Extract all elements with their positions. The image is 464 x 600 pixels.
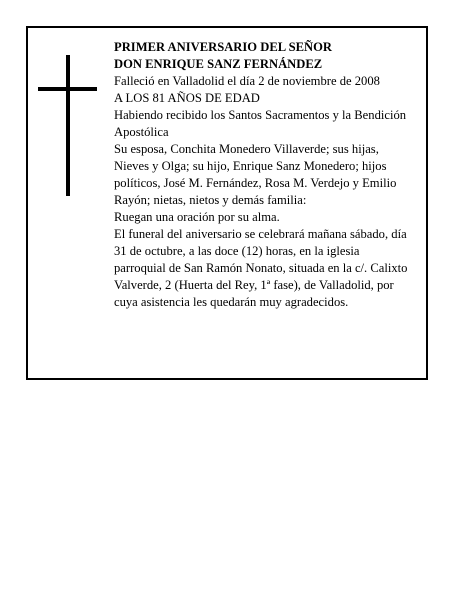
notice-title-line-1: PRIMER ANIVERSARIO DEL SEÑOR [114, 40, 332, 54]
cross-horizontal-bar [38, 87, 97, 91]
funeral-paragraph: El funeral del aniversario se celebrará mañana sábado, día 31 de octubre, a las doce (12) horas, en la iglesia parroquial de San Ramón Nonato, situada en la c/. Calixto Valverde, 2 (Huerta del Rey, 1ª fase), de Valladolid, por cuya asistencia les quedarán muy agradecidos. [114, 227, 408, 309]
family-paragraph: Su esposa, Conchita Monedero Villaverde; sus hijas, Nieves y Olga; su hijo, Enrique Sanz Monedero; hijos políticos, José M. Fernández, Rosa M. Verdejo y Emilio Rayón; nietas, nietos y demás familia: [114, 142, 397, 207]
age-line: A LOS 81 AÑOS DE EDAD [114, 91, 260, 105]
prayer-line: Ruegan una oración por su alma. [114, 210, 280, 224]
death-line: Falleció en Valladolid el día 2 de noviembre de 2008 [114, 74, 380, 88]
notice-title-line-2: DON ENRIQUE SANZ FERNÁNDEZ [114, 57, 323, 71]
cross-vertical-bar [66, 55, 70, 196]
sacraments-paragraph: Habiendo recibido los Santos Sacramentos y la Bendición Apostólica [114, 108, 407, 139]
notice-text [114, 39, 414, 311]
